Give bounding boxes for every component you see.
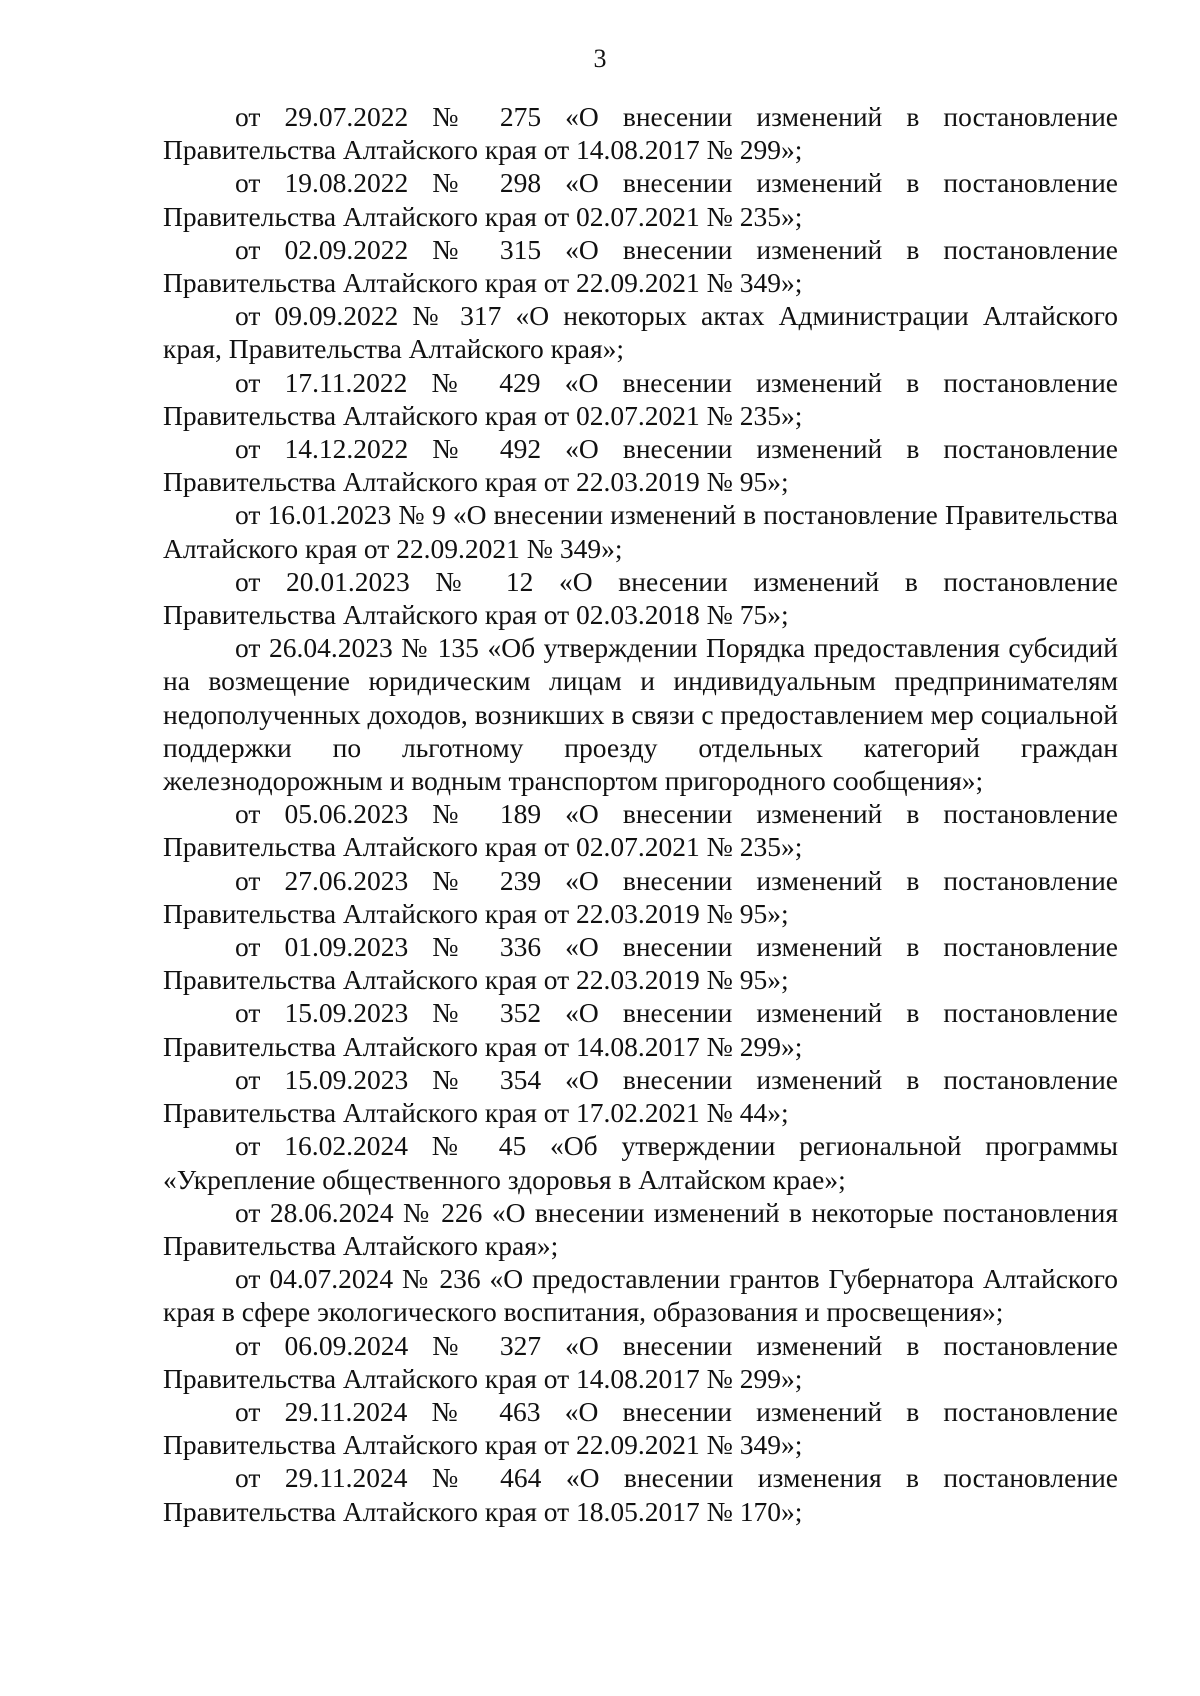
list-item: от 29.07.2022 № 275 «О внесении изменений в постановление Правительства Алтайского края от 14.08.2017 № 299»;	[163, 101, 1118, 166]
list-item: от 04.07.2024 № 236 «О предоставлении грантов Губернатора Алтайского края в сфере экологического воспитания, образования и просвещения»;	[163, 1263, 1118, 1328]
list-item: от 09.09.2022 № 317 «О некоторых актах Администрации Алтайского края, Правительства Алтайского края»;	[163, 300, 1118, 365]
list-item: от 06.09.2024 № 327 «О внесении изменений в постановление Правительства Алтайского края от 14.08.2017 № 299»;	[163, 1329, 1118, 1394]
list-item: от 28.06.2024 № 226 «О внесении изменений в некоторые постановления Правительства Алтайского края»;	[163, 1196, 1118, 1261]
list-item: от 20.01.2023 № 12 «О внесении изменений в постановление Правительства Алтайского края от 02.03.2018 № 75»;	[163, 565, 1118, 631]
list-item: от 19.08.2022 № 298 «О внесении изменений в постановление Правительства Алтайского края от 02.07.2021 № 235»;	[163, 167, 1118, 232]
list-item: от 29.11.2024 № 463 «О внесении изменений в постановление Правительства Алтайского края от 22.09.2021 № 349»;	[163, 1395, 1118, 1461]
list-item: от 16.02.2024 № 45 «Об утверждении региональной программы «Укрепление общественного здоровья в Алтайском крае»;	[163, 1130, 1118, 1195]
list-item: от 27.06.2023 № 239 «О внесении изменений в постановление Правительства Алтайского края от 22.03.2019 № 95»;	[163, 864, 1118, 929]
list-item: от 26.04.2023 № 135 «Об утверждении Порядка предоставления субсидий на возмещение юридическим лицам и индивидуальным предпринимателям недополученных доходов, возникших в связи с предоставлением мер социальной поддержки по льготному проезду отдельных категорий граждан железнодорожным и водным транспортом пригородного сообщения»;	[163, 632, 1118, 797]
list-item: от 15.09.2023 № 352 «О внесении изменений в постановление Правительства Алтайского края от 14.08.2017 № 299»;	[163, 997, 1118, 1062]
page-number: 3	[593, 44, 607, 73]
list-item: от 05.06.2023 № 189 «О внесении изменений в постановление Правительства Алтайского края от 02.07.2021 № 235»;	[163, 798, 1118, 863]
list-item: от 14.12.2022 № 492 «О внесении изменений в постановление Правительства Алтайского края от 22.03.2019 № 95»;	[163, 433, 1118, 498]
list-item: от 01.09.2023 № 336 «О внесении изменений в постановление Правительства Алтайского края от 22.03.2019 № 95»;	[163, 931, 1118, 996]
list-item: от 15.09.2023 № 354 «О внесении изменений в постановление Правительства Алтайского края от 17.02.2021 № 44»;	[163, 1063, 1118, 1129]
list-item: от 17.11.2022 № 429 «О внесении изменений в постановление Правительства Алтайского края от 02.07.2021 № 235»;	[163, 366, 1118, 431]
list-item: от 29.11.2024 № 464 «О внесении изменения в постановление Правительства Алтайского края от 18.05.2017 № 170»;	[163, 1462, 1118, 1527]
document-body	[163, 100, 1118, 1528]
list-item: от 16.01.2023 № 9 «О внесении изменений в постановление Правительства Алтайского края от 22.09.2021 № 349»;	[163, 499, 1118, 564]
list-item: от 02.09.2022 № 315 «О внесении изменений в постановление Правительства Алтайского края от 22.09.2021 № 349»;	[163, 233, 1118, 299]
